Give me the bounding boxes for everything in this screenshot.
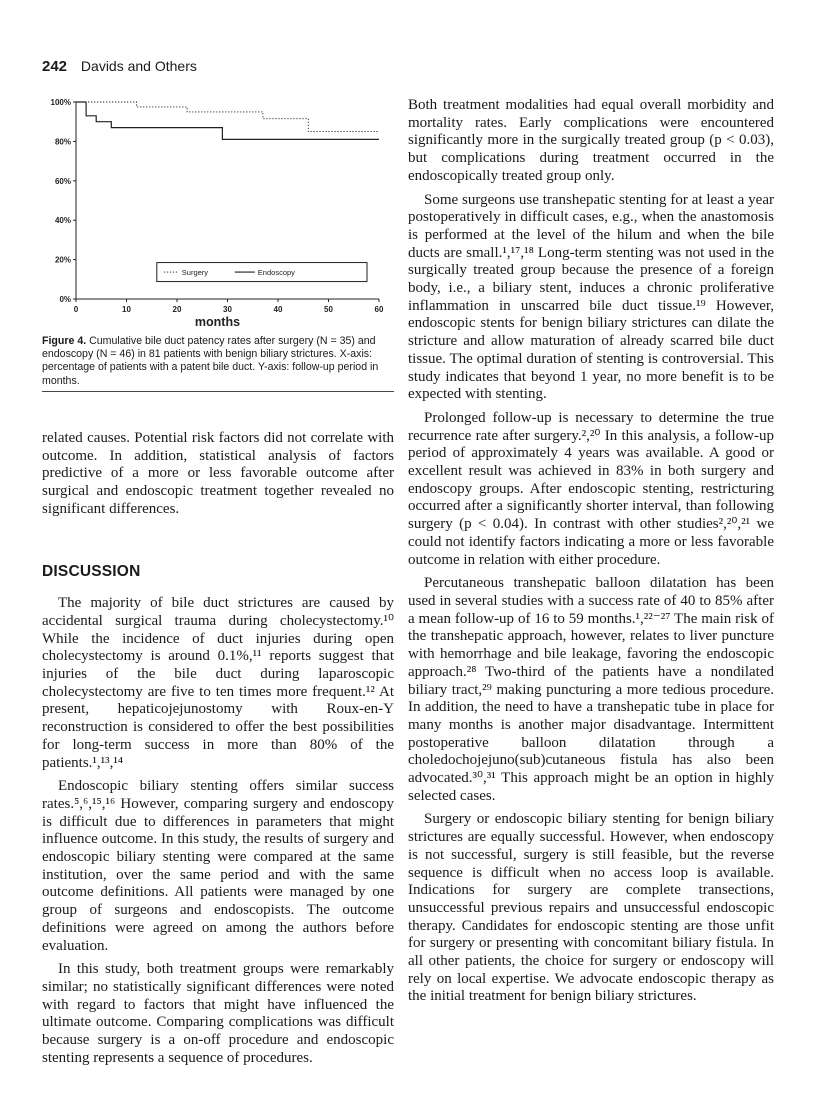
figure-caption-text: Cumulative bile duct patency rates after surgery (N = 35) and endoscopy (N = 46) in 81 patients with benign biliary strictures. X-axis: percentage of patients with a patent bile duct. Y-axis: follow-up period in months. [42,335,379,387]
paragraph-related-causes: related causes. Potential risk factors did not correlate with outcome. In addition, statistical analysis of factors predictive of a more or less favorable outcome after surgical and endoscopic treatment together revealed no significant differences. [42,430,394,517]
x-tick-label: 20 [172,305,182,314]
y-tick-label: 80% [54,137,71,147]
paragraph: The majority of bile duct strictures are caused by accidental surgical trauma during cholecystectomy.¹⁰ While the incidence of duct injuries during open cholecystectomy is around 0.1%,¹¹ reports suggest that injuries of the bile duct during laparoscopic cholecystectomy are five to ten times more frequent.¹² At present, hepaticojejunostomy with Roux-en-Y reconstruction is considered to offer the best possibilities for long-term success in more than 80% of the patients.¹,¹³,¹⁴ [42,595,394,771]
paragraph: Prolonged follow-up is necessary to determine the true recurrence rate after surgery.²,²⁰ In this analysis, a follow-up period of approximately 4 years was available. A good or excellent result was achieved in 83% in both surgery and endoscopy groups. After endoscopic stenting, restricturing occurred after a significantly shorter interval, than following surgery (p < 0.04). In contrast with other studies²,²⁰,²¹ we could not identify factors indicating a more or less favorable outcome in relation with either procedure. [408,409,774,568]
patency-chart [42,92,394,332]
left-column [42,430,394,1074]
series-line-endoscopy [76,102,379,139]
figure-divider [42,391,394,392]
x-tick-label: 0 [73,305,79,314]
page-number: 242 [42,58,68,75]
paragraph: Some surgeons use transhepatic stenting for at least a year postoperatively in difficult cases, e.g., when the anastomosis is performed at the level of the hilum and when the bile ducts are small.¹,¹⁷,¹⁸ Long-term stenting was not used in the surgically treated group because the presence of a foreign body, i.e., a biliary stent, induces a chronic proliferative inflammation in unscarred bile duct tissue.¹⁹ However, endoscopic stents for benign biliary strictures can dilate the stricture and allow maturation of already scarred bile duct tissue. The optimal duration of stenting is controversial. This study indicates that beyond 1 year, no more benefit is to be expected with stenting. [408,191,774,403]
figure-4 [42,92,394,337]
paragraph: Percutaneous transhepatic balloon dilatation has been used in several studies with a success rate of 40 to 85% after a mean follow-up of 16 to 59 months.¹,²²⁻²⁷ The main risk of the transhepatic approach, however, relates to liver puncture with hemorrhage and bile leakage, favoring the endoscopic approach.²⁸ Two-third of the patients have a nondilated biliary tract,²⁹ making puncturing a more tedious procedure. In addition, the need to have a transhepatic tube in place for many months is another major disadvantage. Intermittent postoperative balloon dilatation through a choledochojejuno(sub)cutaneous fistula has also been advocated.³⁰,³¹ This approach might be an option in highly selected cases. [408,575,774,804]
paragraph: Endoscopic biliary stenting offers similar success rates.⁵,⁶,¹⁵,¹⁶ However, comparing surgery and endoscopy is difficult due to differences in parameters that might influence outcome. In this study, the results of surgery and endoscopic biliary stenting were compared at the same institution, over the same period and with the same outcome definitions. All patients were managed by one group of surgeons and endoscopists. The outcome definitions were agreed on among the authors before evaluation. [42,778,394,954]
y-tick-label: 20% [54,255,71,265]
running-header [42,58,197,75]
running-title: Davids and Others [80,58,197,74]
x-axis-title: months [194,315,241,329]
figure-label: Figure 4. [42,335,87,347]
figure-caption [42,335,394,388]
paragraph: Both treatment modalities had equal overall morbidity and mortality rates. Early complications were encountered significantly more in the surgically treated group (p < 0.03), but complications during treatment occurred in the endoscopically treated group only. [408,97,774,184]
x-tick-label: 50 [324,305,333,314]
right-column [408,97,774,1012]
paragraph: In this study, both treatment groups were remarkably similar; no statistically significant differences were noted with regard to factors that might have influenced the ultimate outcome. Comparing complications was difficult because surgery is a on-off procedure and endoscopic stenting represents a sequence of procedures. [42,961,394,1066]
paragraph: Surgery or endoscopic biliary stenting for benign biliary strictures are equally successful. However, when endoscopy is not successful, surgery is still feasible, but the reverse sequence is difficult when no access loop is available. Indications for surgery are complete transections, unsuccessful previous repairs and unsuccessful endoscopic therapy. Candidates for endoscopic stenting are those unfit for surgery or presenting with concomitant biliary fistula. In all other patients, the choice for surgery or endoscopy will rely on local expertise. We advocate endoscopic therapy as the initial treatment for benign biliary strictures. [408,811,774,1005]
section-heading-discussion: DISCUSSION [42,562,141,580]
x-tick-label: 40 [273,305,283,314]
y-tick-label: 0% [59,295,71,304]
x-tick-label: 10 [122,305,131,314]
y-tick-label: 40% [54,216,71,226]
legend-label-surgery: Surgery [181,268,209,278]
y-tick-label: 100% [50,98,71,107]
y-tick-label: 60% [54,176,71,186]
x-tick-label: 60 [374,305,384,314]
legend-label-endoscopy: Endoscopy [257,268,295,278]
x-tick-label: 30 [223,305,232,314]
